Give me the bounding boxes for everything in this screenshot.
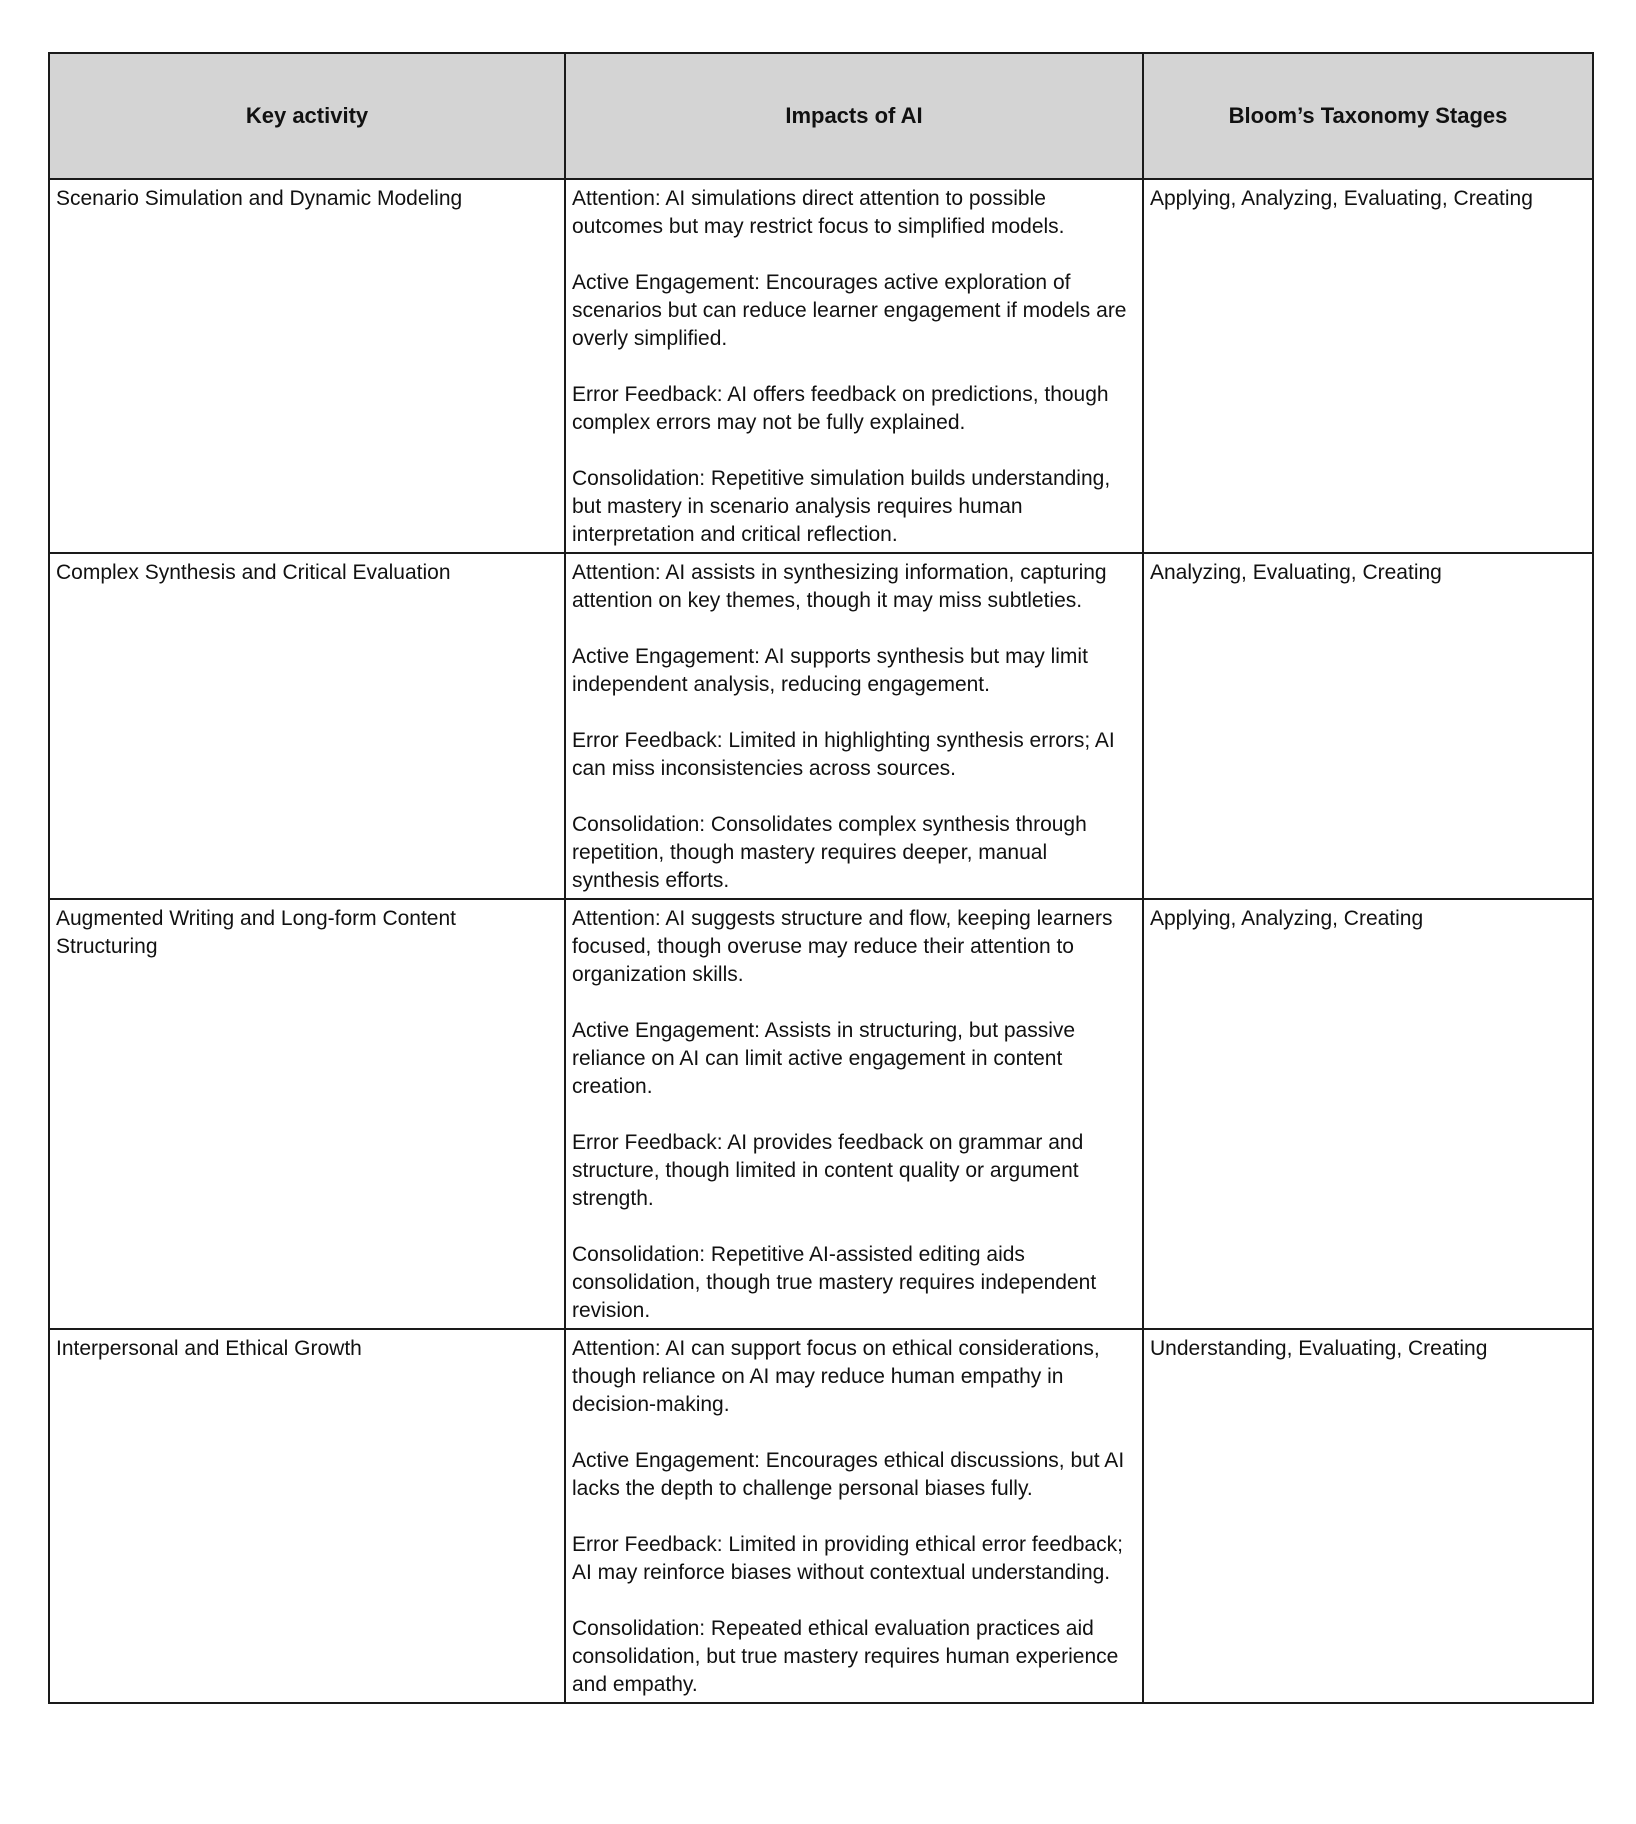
impact-error-feedback: Error Feedback: AI provides feedback on grammar and structure, though limited in content quality or argument strength. <box>572 1131 1084 1210</box>
table-row <box>49 899 1593 1329</box>
impact-error-feedback: Error Feedback: Limited in highlighting synthesis errors; AI can miss inconsistencies across sources. <box>572 729 1115 780</box>
table-body <box>49 179 1593 1703</box>
activity-cell: Scenario Simulation and Dynamic Modeling <box>49 179 565 553</box>
header-impacts-of-ai: Impacts of AI <box>565 53 1143 179</box>
impact-consolidation: Consolidation: Repetitive AI-assisted editing aids consolidation, though true mastery requires independent revision. <box>572 1243 1097 1322</box>
impact-attention: Attention: AI suggests structure and flow, keeping learners focused, though overuse may reduce their attention to organization skills. <box>572 907 1113 986</box>
impacts-cell <box>565 553 1143 899</box>
table-row <box>49 1329 1593 1703</box>
ai-impact-table-container <box>48 52 1592 1704</box>
impact-error-feedback: Error Feedback: AI offers feedback on predictions, though complex errors may not be fully explained. <box>572 383 1109 434</box>
bloom-stages-cell: Understanding, Evaluating, Creating <box>1143 1329 1593 1703</box>
ai-impact-table <box>48 52 1594 1704</box>
impact-consolidation: Consolidation: Repeated ethical evaluation practices aid consolidation, but true mastery requires human experience and empathy. <box>572 1617 1119 1696</box>
activity-cell: Interpersonal and Ethical Growth <box>49 1329 565 1703</box>
impact-consolidation: Consolidation: Consolidates complex synthesis through repetition, though mastery requires deeper, manual synthesis efforts. <box>572 813 1087 892</box>
table-row <box>49 179 1593 553</box>
bloom-stages-cell: Applying, Analyzing, Creating <box>1143 899 1593 1329</box>
impact-attention: Attention: AI simulations direct attention to possible outcomes but may restrict focus to simplified models. <box>572 187 1065 238</box>
impacts-cell <box>565 899 1143 1329</box>
activity-cell: Augmented Writing and Long-form Content Structuring <box>49 899 565 1329</box>
impacts-cell <box>565 179 1143 553</box>
impact-attention: Attention: AI assists in synthesizing information, capturing attention on key themes, though it may miss subtleties. <box>572 561 1107 612</box>
activity-cell: Complex Synthesis and Critical Evaluation <box>49 553 565 899</box>
impact-attention: Attention: AI can support focus on ethical considerations, though reliance on AI may reduce human empathy in decision-making. <box>572 1337 1100 1416</box>
header-blooms-taxonomy-stages: Bloom’s Taxonomy Stages <box>1143 53 1593 179</box>
header-row <box>49 53 1593 179</box>
bloom-stages-cell: Applying, Analyzing, Evaluating, Creating <box>1143 179 1593 553</box>
impact-active-engagement: Active Engagement: AI supports synthesis but may limit independent analysis, reducing engagement. <box>572 645 1088 696</box>
impacts-cell <box>565 1329 1143 1703</box>
impact-error-feedback: Error Feedback: Limited in providing ethical error feedback; AI may reinforce biases without contextual understanding. <box>572 1533 1123 1584</box>
impact-active-engagement: Active Engagement: Encourages active exploration of scenarios but can reduce learner engagement if models are overly simplified. <box>572 271 1127 350</box>
impact-active-engagement: Active Engagement: Encourages ethical discussions, but AI lacks the depth to challenge personal biases fully. <box>572 1449 1125 1500</box>
impact-consolidation: Consolidation: Repetitive simulation builds understanding, but mastery in scenario analysis requires human interpretation and critical reflection. <box>572 467 1111 546</box>
bloom-stages-cell: Analyzing, Evaluating, Creating <box>1143 553 1593 899</box>
impact-active-engagement: Active Engagement: Assists in structuring, but passive reliance on AI can limit active engagement in content creation. <box>572 1019 1076 1098</box>
table-header <box>49 53 1593 179</box>
header-key-activity: Key activity <box>49 53 565 179</box>
table-row <box>49 553 1593 899</box>
